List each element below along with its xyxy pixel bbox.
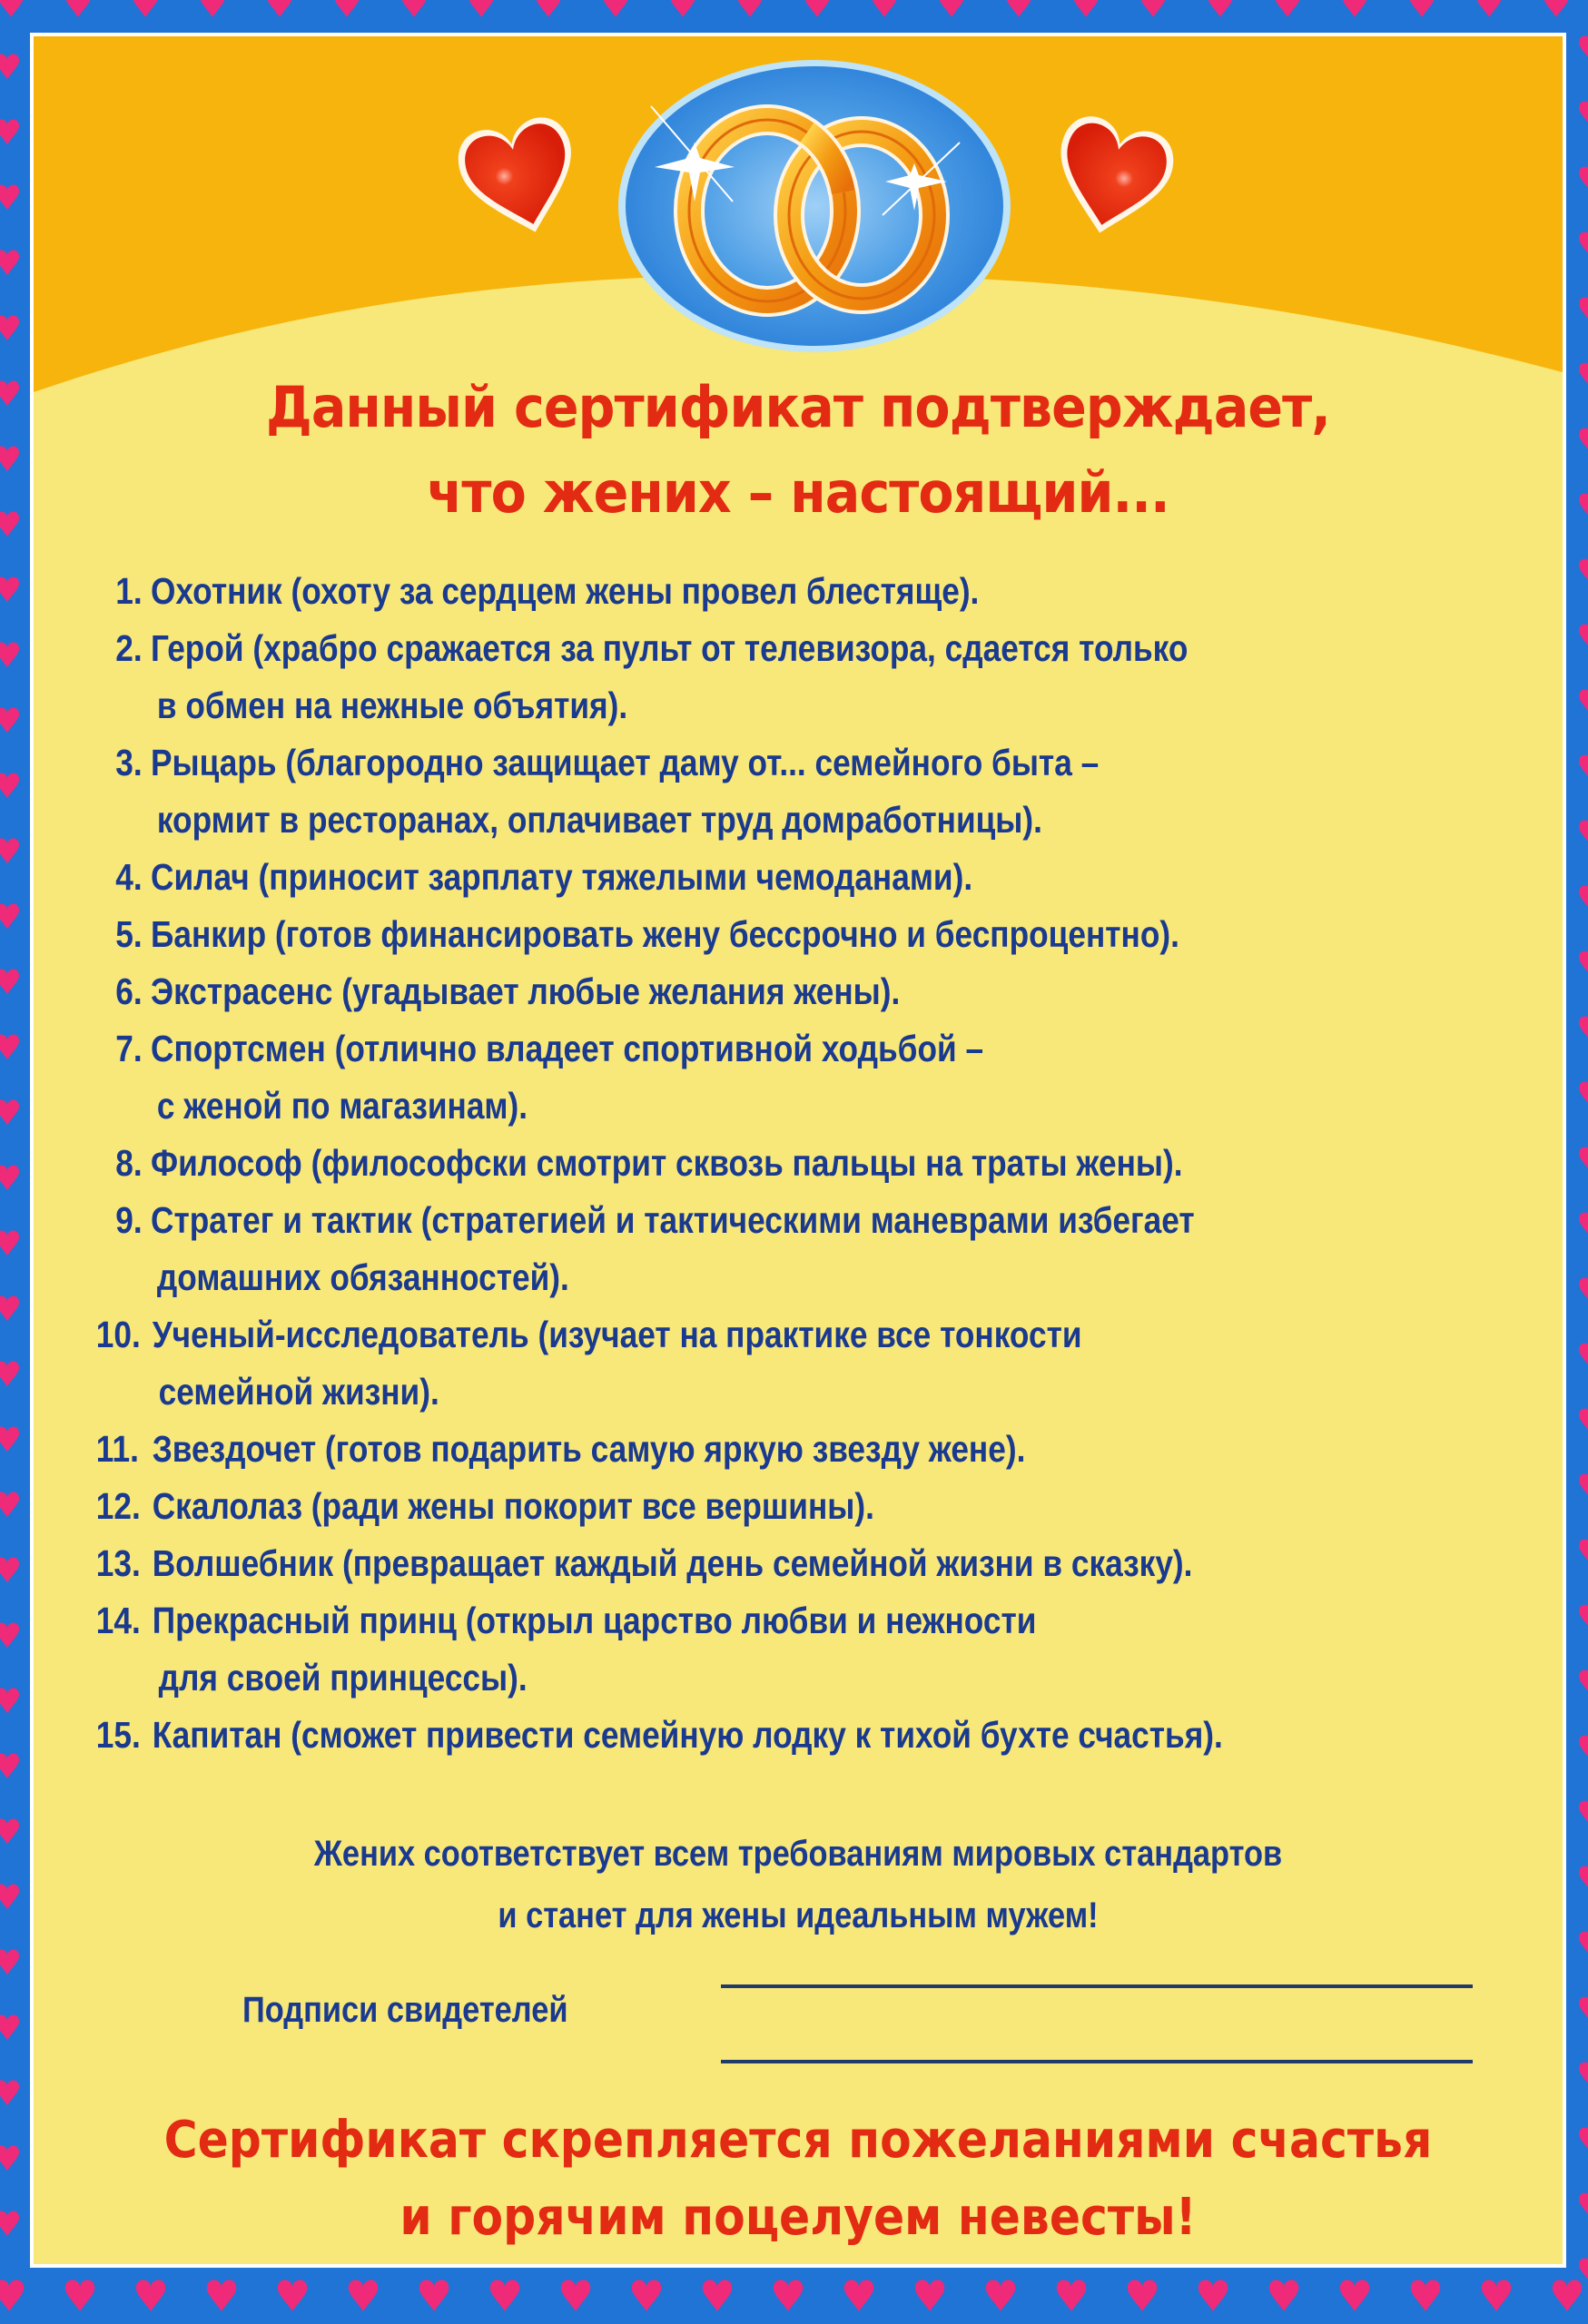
border-heart-icon [0, 1819, 19, 1845]
border-heart-icon [1579, 428, 1588, 454]
heart-icon-right [1040, 107, 1185, 243]
item-text-continuation: кормит в ресторанах, оплачивает труд домработницы). [156, 799, 1042, 841]
border-heart-icon [1340, 2280, 1370, 2311]
item-number: 10. [95, 1314, 141, 1355]
border-heart-icon [0, 316, 19, 341]
border-heart-icon [349, 2280, 379, 2311]
footer-line1: Сертификат скрепляется пожеланиями счастья [163, 2111, 1433, 2170]
list-item [34, 906, 1348, 963]
item-text: Философ (философски смотрит сквозь пальцы на траты жены). [151, 1142, 1183, 1184]
border-heart-icon [0, 1231, 19, 1256]
qualities-list [34, 563, 1563, 1764]
border-heart-icon [536, 0, 561, 17]
border-heart-icon [0, 2211, 19, 2237]
item-number: 2. [115, 627, 143, 669]
border-heart-icon [1579, 625, 1588, 650]
border-heart-icon [0, 1166, 19, 1191]
border-heart-icon [0, 2015, 19, 2041]
border-heart-icon [1411, 2280, 1441, 2311]
item-number: 15. [95, 1714, 141, 1756]
item-number: 3. [115, 742, 143, 783]
border-heart-icon [1579, 1866, 1588, 1892]
border-heart-icon [1553, 2280, 1583, 2311]
border-heart-icon [1269, 2280, 1299, 2311]
border-heart-icon [0, 251, 19, 276]
border-heart-icon [632, 2280, 662, 2311]
border-heart-icon [0, 1623, 19, 1649]
border-heart-icon [1579, 2259, 1588, 2284]
border-heart-icon [1579, 36, 1588, 62]
border-heart-icon [1579, 886, 1588, 911]
border-heart-icon [1579, 2193, 1588, 2219]
border-heart-icon [0, 1754, 19, 1779]
item-number: 11. [95, 1428, 139, 1470]
border-heart-icon [469, 0, 494, 17]
signature-line-1[interactable] [721, 1984, 1473, 1988]
border-heart-icon [0, 512, 19, 537]
list-item [34, 734, 1348, 849]
border-heart-icon [1140, 0, 1166, 17]
border-heart-icon [207, 2280, 237, 2311]
border-heart-icon [136, 2280, 166, 2311]
item-text: Спортсмен (отлично владеет спортивной ходьбой – [151, 1028, 984, 1069]
list-item [34, 1592, 1348, 1707]
border-heart-icon [1409, 0, 1435, 17]
border-heart-icon [603, 0, 628, 17]
border-heart-icon [1579, 1605, 1588, 1630]
border-heart-icon [1579, 167, 1588, 192]
border-heart-icon [737, 0, 763, 17]
wedding-rings-icon [615, 56, 1014, 356]
item-text: Рыцарь (благородно защищает даму от... семейного быта – [151, 742, 1100, 783]
item-text-continuation: семейной жизни). [158, 1371, 439, 1413]
border-heart-icon [0, 2146, 19, 2171]
border-heart-icon [1579, 494, 1588, 519]
item-number: 14. [95, 1600, 141, 1641]
list-item [34, 1535, 1348, 1592]
border-heart-icon [1128, 2280, 1158, 2311]
border-heart-icon [1482, 2280, 1512, 2311]
list-item [34, 563, 1348, 620]
item-text: Звездочет (готов подарить самую яркую звезду жене). [152, 1428, 1026, 1470]
border-heart-icon [1579, 1736, 1588, 1761]
item-number: 12. [95, 1485, 141, 1527]
item-number: 8. [115, 1142, 143, 1184]
border-heart-icon [200, 0, 225, 17]
border-heart-icon [0, 1100, 19, 1126]
list-item [34, 1306, 1348, 1421]
border-heart-icon [703, 2280, 733, 2311]
border-heart-icon [490, 2280, 520, 2311]
border-heart-icon [0, 1362, 19, 1387]
border-heart-icon [1579, 755, 1588, 781]
border-heart-icon [939, 0, 964, 17]
certificate-panel [30, 33, 1566, 2268]
border-heart-icon [401, 0, 427, 17]
border-heart-icon [0, 904, 19, 930]
item-text: Экстрасенс (угадывает любые желания жены). [151, 970, 901, 1012]
item-number: 6. [115, 970, 143, 1012]
border-heart-icon [1544, 0, 1569, 17]
item-text: Охотник (охоту за сердцем жены провел блестяще). [151, 570, 980, 612]
border-heart-icon [1579, 559, 1588, 585]
border-heart-icon [1579, 1017, 1588, 1042]
border-heart-icon [0, 2081, 19, 2106]
heart-icon-left [447, 107, 592, 243]
border-heart-icon [1342, 0, 1367, 17]
border-heart-icon [278, 2280, 308, 2311]
border-heart-icon [774, 2280, 804, 2311]
border-heart-icon [0, 54, 19, 80]
border-heart-icon [1579, 1474, 1588, 1500]
border-heart-icon [0, 1885, 19, 1910]
border-heart-icon [1579, 1409, 1588, 1434]
border-heart-icon [1579, 1213, 1588, 1238]
list-item [34, 1020, 1348, 1135]
item-number: 9. [115, 1199, 143, 1241]
list-item [34, 1707, 1348, 1764]
border-heart-icon [1579, 1082, 1588, 1108]
item-text-continuation: в обмен на нежные объятия). [156, 684, 628, 726]
border-heart-icon [1275, 0, 1300, 17]
item-text: Ученый-исследователь (изучает на практике все тонкости [152, 1314, 1082, 1355]
border-heart-icon [670, 0, 695, 17]
border-heart-icon [65, 2280, 95, 2311]
signature-line-2[interactable] [721, 2060, 1473, 2063]
border-heart-icon [0, 708, 19, 734]
border-heart-icon [0, 381, 19, 407]
border-heart-icon [133, 0, 158, 17]
border-heart-icon [0, 1558, 19, 1583]
border-heart-icon [1579, 1344, 1588, 1369]
border-heart-icon [0, 0, 24, 17]
item-text: Скалолаз (ради жены покорит все вершины). [152, 1485, 874, 1527]
item-number: 5. [115, 913, 143, 955]
item-text-continuation: для своей принцессы). [158, 1657, 528, 1699]
closing-statement-line1: Жених соответствует всем требованиям мировых стандартов [313, 1834, 1283, 1874]
item-number: 7. [115, 1028, 143, 1069]
border-heart-icon [1579, 1801, 1588, 1827]
item-text: Герой (храбро сражается за пульт от телевизора, сдается только [151, 627, 1189, 669]
border-heart-icon [0, 1296, 19, 1322]
border-heart-icon [0, 577, 19, 603]
border-heart-icon [915, 2280, 945, 2311]
list-item [34, 849, 1348, 906]
border-heart-icon [1579, 2128, 1588, 2153]
border-heart-icon [1579, 821, 1588, 846]
border-heart-icon [1579, 232, 1588, 258]
border-heart-icon [0, 1492, 19, 1518]
border-heart-icon [334, 0, 360, 17]
item-number: 1. [115, 570, 143, 612]
border-heart-icon [872, 0, 897, 17]
border-heart-icon [986, 2280, 1016, 2311]
footer-line2: и горячим поцелуем невесты! [399, 2188, 1197, 2247]
item-text: Прекрасный принц (открыл царство любви и нежности [152, 1600, 1037, 1641]
border-heart-icon [267, 0, 292, 17]
item-text-continuation: домашних обязанностей). [156, 1256, 569, 1298]
border-heart-icon [1579, 2063, 1588, 2088]
item-text: Стратег и тактик (стратегией и тактическими маневрами избегает [151, 1199, 1195, 1241]
list-item [34, 1135, 1348, 1192]
border-heart-icon [1579, 690, 1588, 715]
item-text-continuation: с женой по магазинам). [156, 1085, 528, 1127]
border-heart-icon [0, 1950, 19, 1975]
border-heart-icon [804, 0, 830, 17]
border-heart-icon [1057, 2280, 1087, 2311]
item-number: 4. [115, 856, 143, 898]
list-item [34, 620, 1348, 734]
border-heart-icon [1006, 0, 1031, 17]
list-item [34, 1192, 1348, 1306]
border-heart-icon [1579, 1540, 1588, 1565]
border-heart-icon [0, 1035, 19, 1060]
border-heart-icon [1198, 2280, 1228, 2311]
certificate-title-line1: Данный сертификат подтверждает, [265, 374, 1331, 440]
border-heart-icon [561, 2280, 591, 2311]
closing-statement-line2: и станет для жены идеальным мужем! [498, 1896, 1099, 1935]
border-heart-icon [65, 0, 91, 17]
certificate-title-line2: что жених – настоящий... [427, 459, 1169, 526]
border-heart-icon [1073, 0, 1099, 17]
border-heart-icon [0, 447, 19, 472]
border-heart-icon [0, 643, 19, 668]
border-heart-icon [1579, 1147, 1588, 1173]
border-heart-icon [1579, 102, 1588, 127]
border-heart-icon [0, 2280, 24, 2311]
border-heart-icon [0, 1689, 19, 1714]
item-number: 13. [95, 1542, 141, 1584]
border-heart-icon [1579, 298, 1588, 323]
list-item [34, 1421, 1348, 1478]
border-heart-icon [1208, 0, 1233, 17]
item-text: Волшебник (превращает каждый день семейной жизни в сказку). [152, 1542, 1193, 1584]
border-heart-icon [0, 970, 19, 995]
border-heart-icon [0, 185, 19, 211]
border-heart-icon [0, 120, 19, 145]
border-heart-icon [844, 2280, 874, 2311]
list-item [34, 963, 1348, 1020]
witness-signatures-label: Подписи свидетелей [242, 1990, 568, 2030]
border-heart-icon [1579, 1997, 1588, 2023]
list-item [34, 1478, 1348, 1535]
border-heart-icon [1476, 0, 1502, 17]
item-text: Банкир (готов финансировать жену бессрочно и беспроцентно). [151, 913, 1179, 955]
border-heart-icon [1579, 1670, 1588, 1696]
border-heart-icon [0, 1427, 19, 1452]
border-heart-icon [1579, 1278, 1588, 1304]
border-heart-icon [0, 839, 19, 864]
item-text: Капитан (сможет привести семейную лодку к тихой бухте счастья). [152, 1714, 1223, 1756]
item-text: Силач (приносит зарплату тяжелыми чемоданами). [151, 856, 973, 898]
border-heart-icon [1579, 951, 1588, 977]
border-heart-icon [0, 773, 19, 799]
border-heart-icon [419, 2280, 449, 2311]
border-heart-icon [1579, 1932, 1588, 1957]
border-heart-icon [1579, 363, 1588, 389]
